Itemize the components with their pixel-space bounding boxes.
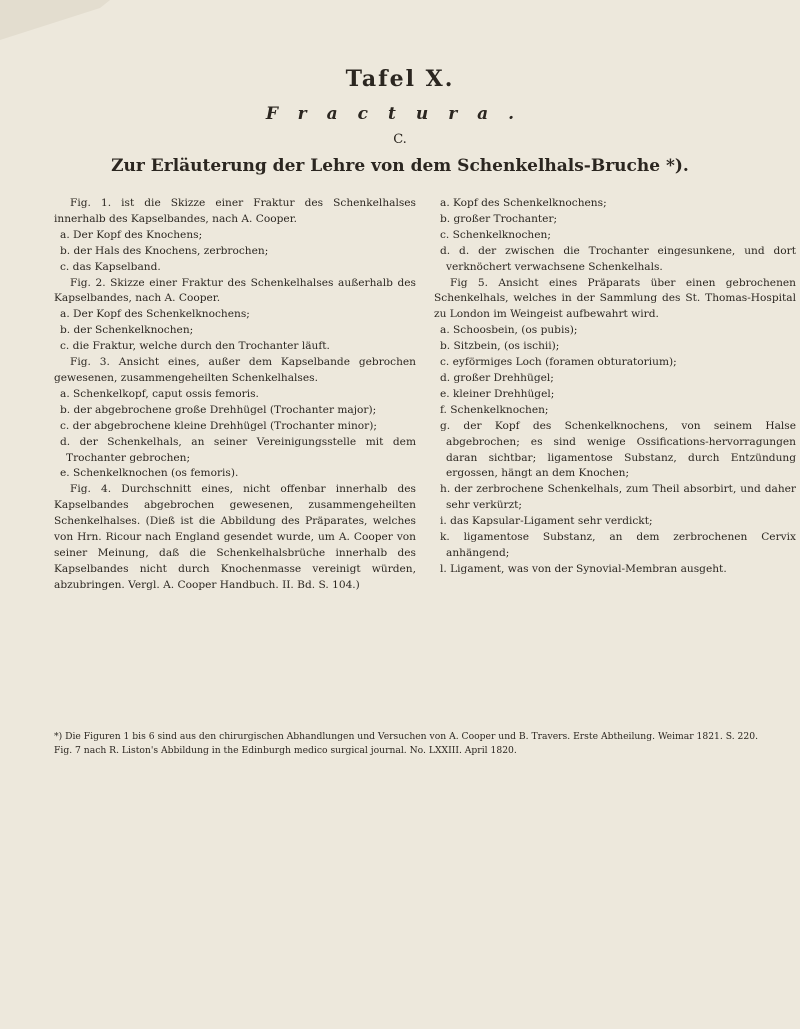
list-item: a. Schenkelkopf, caput ossis femoris. [60,387,259,400]
list-item: i. das Kapsular-Ligament sehr verdickt; [440,515,653,528]
list-item: a. Der Kopf des Knochens; [60,228,203,241]
list-item: b. Sitzbein, (os ischii); [440,340,560,353]
list-item: c. die Fraktur, welche durch den Trochanter läuft. [60,340,330,353]
list-item: c. das Kapselband. [60,260,161,273]
list-item: d. d. der zwischen die Trochanter eingesunkene, und dort verknöchert verwachsene Schenkelhals. [440,244,796,273]
list-item: b. der abgebrochene große Drehhügel (Trochanter major); [60,403,377,416]
footnote [54,730,766,758]
plate-title: Tafel X. [345,66,455,92]
list-item: d. der Schenkelhals, an seiner Vereinigungsstelle mit dem Trochanter gebrochen; [60,435,416,464]
figure-description: Fig. 1. ist die Skizze einer Fraktur des Schenkelhalses innerhalb des Kapselbandes, nach A. Cooper. [54,197,416,225]
list-item: b. der Hals des Knochens, zerbrochen; [60,244,269,257]
figure-description: Fig 5. Ansicht eines Präparats über einen gebrochenen Schenkelhals, welches in der Sammlung des St. Thomas-Hospital zu London im Weingeist aufbewahrt wird. [434,276,796,321]
list-item: k. ligamentose Substanz, an dem zerbrochenen Cervix anhängend; [440,531,796,559]
figure-description: Fig. 3. Ansicht eines, außer dem Kapselbande gebrochen gewesenen, zusammengeheilten Schenkelhalses. [54,356,416,384]
right-column [434,196,796,578]
figure-description: Fig. 4. Durchschnitt eines, nicht offenbar innerhalb des Kapselbandes abgebrochen gewesenen, zusammengeheilten Schenkelhalses. (Dieß ist die Abbildung des Präparates, welches von Hrn. Ricour nach England gesendet wurde, um A. Cooper von seiner Meinung, daß die Schenkelhalsbrüche innerhalb des Kapselbandes nicht durch Knochenmasse vereinigt würden, abzubringen. Vergl. A. Cooper Handbuch. II. Bd. S. 104.) [54,483,416,591]
figure-description: Fig. 2. Skizze einer Fraktur des Schenkelhalses außerhalb des Kapselbandes, nach A. Cooper. [54,276,416,305]
list-item: c. eyförmiges Loch (foramen obturatorium); [440,356,677,369]
list-item: e. Schenkelknochen (os femoris). [60,467,239,480]
list-item: e. kleiner Drehhügel; [440,387,555,400]
list-item: d. großer Drehhügel; [440,371,554,384]
list-item: a. Der Kopf des Schenkelknochens; [60,308,250,321]
plate-letter: C. [393,132,407,147]
list-item: a. Schoosbein, (os pubis); [440,324,578,337]
plate-subtitle: Fractura. [265,104,535,124]
list-item: c. Schenkelknochen; [440,228,551,241]
footnote-line: Fig. 7 nach R. Liston's Abbildung in the Edinburgh medico surgical journal. No. LXXIII. April 1820. [54,745,517,756]
list-item: b. der Schenkelknochen; [60,324,194,337]
list-item: b. großer Trochanter; [440,212,558,225]
page-fold-mark [0,0,120,60]
footnote-line: *) Die Figuren 1 bis 6 sind aus den chirurgischen Abhandlungen und Versuchen von A. Cooper und B. Travers. Erste Abtheilung. Weimar 1821. S. 220. [54,731,758,742]
list-item: l. Ligament, was von der Synovial-Membran ausgeht. [440,562,727,575]
list-item: h. der zerbrochene Schenkelhals, zum Theil absorbirt, und daher sehr verkürzt; [440,483,796,512]
list-item: a. Kopf des Schenkelknochens; [440,197,607,209]
left-column [54,196,416,594]
list-item: c. der abgebrochene kleine Drehhügel (Trochanter minor); [60,419,377,432]
plate-heading: Zur Erläuterung der Lehre von dem Schenkelhals-Bruche *). [111,156,689,176]
list-item: f. Schenkelknochen; [440,403,549,416]
list-item: g. der Kopf des Schenkelknochens, von seinem Halse abgebrochen; es sind wenige Ossifications-hervorragungen daran sichtbar; ligamentose Substanz, durch Entzündung ergossen, hängt an dem Knochen; [440,419,796,480]
